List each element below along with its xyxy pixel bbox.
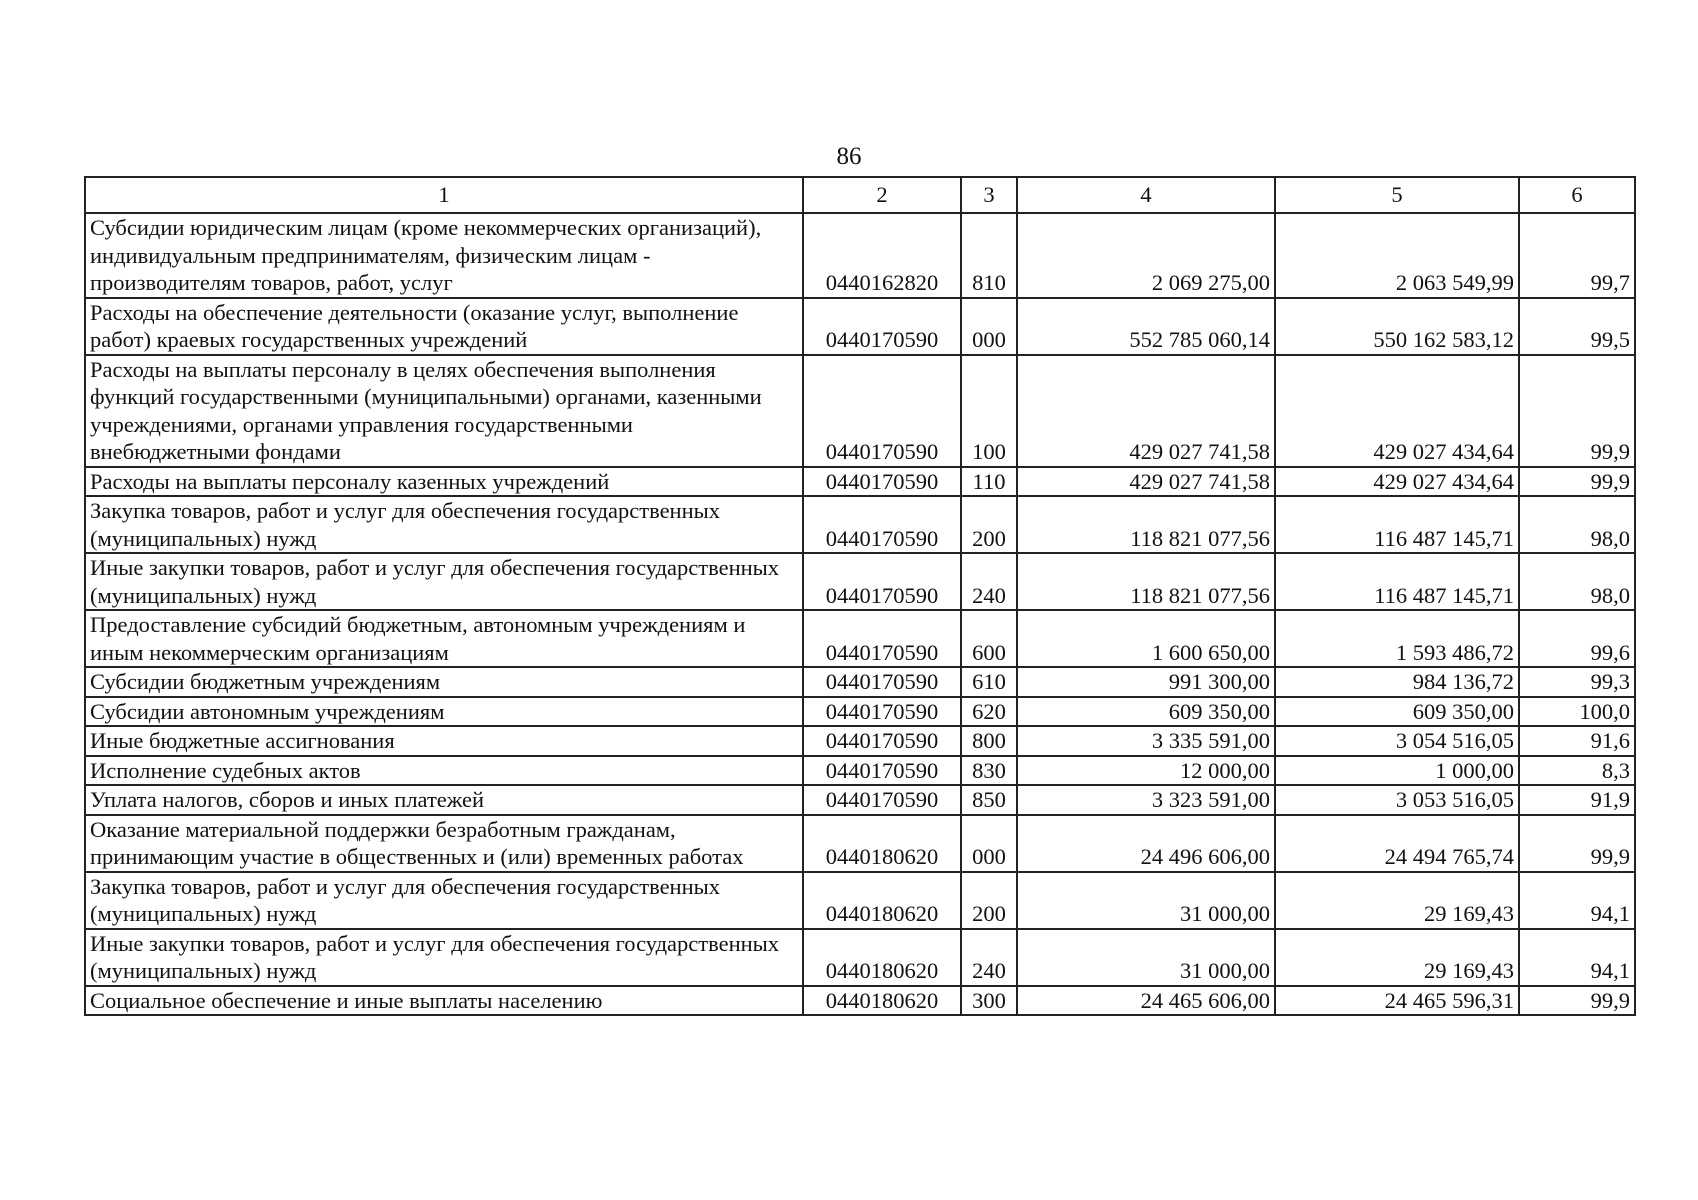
row-actual-amount: 1 000,00 [1275, 756, 1519, 786]
header-row [85, 177, 1635, 213]
row-planned-amount: 31 000,00 [1017, 929, 1275, 986]
row-actual-amount: 1 593 486,72 [1275, 610, 1519, 667]
row-percent: 99,6 [1519, 610, 1635, 667]
row-code: 0440170590 [803, 785, 961, 815]
row-actual-amount: 29 169,43 [1275, 872, 1519, 929]
row-expense-type: 000 [961, 815, 1017, 872]
row-expense-type: 600 [961, 610, 1017, 667]
row-expense-type: 620 [961, 697, 1017, 727]
row-code: 0440170590 [803, 553, 961, 610]
row-code: 0440170590 [803, 726, 961, 756]
row-planned-amount: 24 465 606,00 [1017, 986, 1275, 1016]
row-actual-amount: 3 054 516,05 [1275, 726, 1519, 756]
row-expense-type: 810 [961, 213, 1017, 298]
table-row [85, 726, 1635, 756]
table-row [85, 213, 1635, 298]
row-code: 0440180620 [803, 815, 961, 872]
table-row [85, 785, 1635, 815]
row-planned-amount: 118 821 077,56 [1017, 553, 1275, 610]
row-expense-type: 300 [961, 986, 1017, 1016]
column-header: 1 [85, 177, 803, 213]
row-actual-amount: 3 053 516,05 [1275, 785, 1519, 815]
row-percent: 99,9 [1519, 986, 1635, 1016]
row-expense-type: 000 [961, 298, 1017, 355]
row-planned-amount: 24 496 606,00 [1017, 815, 1275, 872]
row-code: 0440180620 [803, 929, 961, 986]
row-code: 0440170590 [803, 496, 961, 553]
row-code: 0440170590 [803, 756, 961, 786]
row-code: 0440170590 [803, 298, 961, 355]
table-row [85, 553, 1635, 610]
row-actual-amount: 2 063 549,99 [1275, 213, 1519, 298]
table-row [85, 986, 1635, 1016]
column-header: 5 [1275, 177, 1519, 213]
row-planned-amount: 3 335 591,00 [1017, 726, 1275, 756]
row-percent: 99,9 [1519, 467, 1635, 497]
row-actual-amount: 429 027 434,64 [1275, 355, 1519, 467]
row-planned-amount: 991 300,00 [1017, 667, 1275, 697]
row-percent: 99,9 [1519, 355, 1635, 467]
table-body [85, 213, 1635, 1015]
row-planned-amount: 31 000,00 [1017, 872, 1275, 929]
row-expense-type: 200 [961, 496, 1017, 553]
row-percent: 99,3 [1519, 667, 1635, 697]
budget-table [84, 176, 1636, 1016]
row-code: 0440162820 [803, 213, 961, 298]
row-percent: 99,9 [1519, 815, 1635, 872]
table-row [85, 496, 1635, 553]
row-percent: 98,0 [1519, 553, 1635, 610]
column-header: 4 [1017, 177, 1275, 213]
row-planned-amount: 3 323 591,00 [1017, 785, 1275, 815]
row-planned-amount: 609 350,00 [1017, 697, 1275, 727]
row-expense-type: 110 [961, 467, 1017, 497]
table-row [85, 697, 1635, 727]
row-percent: 99,5 [1519, 298, 1635, 355]
row-actual-amount: 24 494 765,74 [1275, 815, 1519, 872]
row-name: Закупка товаров, работ и услуг для обеспечения государственных (муниципальных) нужд [85, 496, 803, 553]
row-expense-type: 240 [961, 553, 1017, 610]
row-code: 0440170590 [803, 667, 961, 697]
row-name: Социальное обеспечение и иные выплаты населению [85, 986, 803, 1016]
row-planned-amount: 429 027 741,58 [1017, 355, 1275, 467]
row-expense-type: 200 [961, 872, 1017, 929]
row-code: 0440170590 [803, 610, 961, 667]
row-percent: 99,7 [1519, 213, 1635, 298]
table-row [85, 298, 1635, 355]
row-name: Расходы на выплаты персоналу казенных учреждений [85, 467, 803, 497]
row-planned-amount: 12 000,00 [1017, 756, 1275, 786]
row-code: 0440170590 [803, 467, 961, 497]
column-header: 6 [1519, 177, 1635, 213]
row-expense-type: 830 [961, 756, 1017, 786]
table-row [85, 756, 1635, 786]
row-actual-amount: 29 169,43 [1275, 929, 1519, 986]
row-percent: 91,6 [1519, 726, 1635, 756]
table-row [85, 467, 1635, 497]
row-name: Расходы на обеспечение деятельности (оказание услуг, выполнение работ) краевых государственных учреждений [85, 298, 803, 355]
column-header: 2 [803, 177, 961, 213]
table-row [85, 610, 1635, 667]
row-name: Закупка товаров, работ и услуг для обеспечения государственных (муниципальных) нужд [85, 872, 803, 929]
row-percent: 98,0 [1519, 496, 1635, 553]
row-name: Иные бюджетные ассигнования [85, 726, 803, 756]
row-name: Уплата налогов, сборов и иных платежей [85, 785, 803, 815]
row-code: 0440170590 [803, 697, 961, 727]
row-name: Оказание материальной поддержки безработным гражданам, принимающим участие в общественных и (или) временных работах [85, 815, 803, 872]
row-expense-type: 800 [961, 726, 1017, 756]
row-expense-type: 240 [961, 929, 1017, 986]
table-row [85, 667, 1635, 697]
table-row [85, 929, 1635, 986]
row-name: Субсидии юридическим лицам (кроме некоммерческих организаций), индивидуальным предпринимателям, физическим лицам - производителям товаров, работ, услуг [85, 213, 803, 298]
row-actual-amount: 984 136,72 [1275, 667, 1519, 697]
row-planned-amount: 1 600 650,00 [1017, 610, 1275, 667]
row-percent: 100,0 [1519, 697, 1635, 727]
row-name: Иные закупки товаров, работ и услуг для обеспечения государственных (муниципальных) нужд [85, 929, 803, 986]
row-name: Субсидии бюджетным учреждениям [85, 667, 803, 697]
row-expense-type: 100 [961, 355, 1017, 467]
row-expense-type: 610 [961, 667, 1017, 697]
row-actual-amount: 24 465 596,31 [1275, 986, 1519, 1016]
row-planned-amount: 2 069 275,00 [1017, 213, 1275, 298]
row-planned-amount: 118 821 077,56 [1017, 496, 1275, 553]
row-actual-amount: 116 487 145,71 [1275, 496, 1519, 553]
table-row [85, 355, 1635, 467]
row-code: 0440170590 [803, 355, 961, 467]
row-actual-amount: 609 350,00 [1275, 697, 1519, 727]
row-planned-amount: 429 027 741,58 [1017, 467, 1275, 497]
row-percent: 94,1 [1519, 872, 1635, 929]
row-name: Субсидии автономным учреждениям [85, 697, 803, 727]
row-percent: 8,3 [1519, 756, 1635, 786]
row-name: Иные закупки товаров, работ и услуг для обеспечения государственных (муниципальных) нужд [85, 553, 803, 610]
row-code: 0440180620 [803, 872, 961, 929]
row-code: 0440180620 [803, 986, 961, 1016]
row-actual-amount: 429 027 434,64 [1275, 467, 1519, 497]
row-percent: 94,1 [1519, 929, 1635, 986]
row-name: Предоставление субсидий бюджетным, автономным учреждениям и иным некоммерческим организациям [85, 610, 803, 667]
row-expense-type: 850 [961, 785, 1017, 815]
row-name: Расходы на выплаты персоналу в целях обеспечения выполнения функций государственными (муниципальными) органами, казенными учреждениями, органами управления государственными внебюджетными фондами [85, 355, 803, 467]
row-actual-amount: 116 487 145,71 [1275, 553, 1519, 610]
table-row [85, 872, 1635, 929]
column-header: 3 [961, 177, 1017, 213]
row-percent: 91,9 [1519, 785, 1635, 815]
row-actual-amount: 550 162 583,12 [1275, 298, 1519, 355]
table-row [85, 815, 1635, 872]
page-number: 86 [836, 143, 862, 170]
row-name: Исполнение судебных актов [85, 756, 803, 786]
row-planned-amount: 552 785 060,14 [1017, 298, 1275, 355]
